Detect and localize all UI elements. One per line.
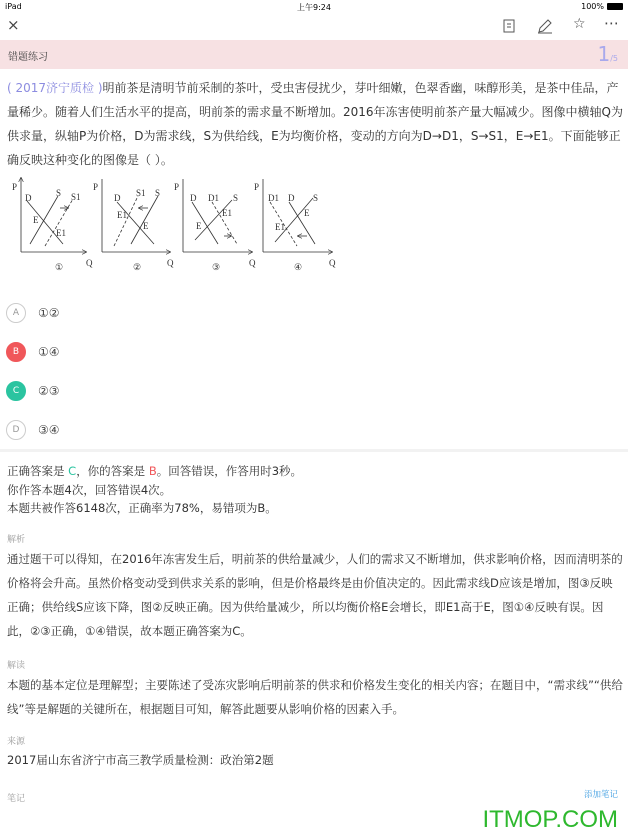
- label-e: E: [143, 221, 149, 231]
- graph-number-3: ③: [212, 262, 221, 272]
- label-d1: D1: [268, 193, 279, 203]
- axis-label-p: P: [254, 182, 260, 192]
- watermark: ITMOP.COM: [482, 806, 618, 833]
- battery-percent: 100%: [581, 2, 604, 11]
- label-d: D: [288, 193, 295, 203]
- answer-sheet-icon[interactable]: [503, 19, 515, 33]
- notes-label: 笔记: [7, 794, 26, 804]
- option-a[interactable]: [6, 303, 60, 323]
- edit-icon[interactable]: [537, 18, 553, 34]
- nav-bar: [0, 13, 628, 40]
- source-label: 来源: [7, 737, 26, 747]
- axis-label-q: Q: [86, 258, 93, 268]
- option-letter: C: [6, 381, 26, 401]
- label-e1: E1: [56, 228, 66, 238]
- question-body: 明前茶是清明节前采制的茶叶，受虫害侵扰少，芽叶细嫩，色翠香幽，味醇形美，是茶中佳品，产量稀少。随着人们生活水平的提高，明前茶的需求量不断增加。2016年冻害使明前茶产量大幅减少。图像中横轴Q为供求量，纵轴P为价格，D为需求线，S为供给线，E为均衡价格，变动的方向为D→D1，S→S1，E→E1。下面能够正确反映这种变化的图像是（ ）。: [7, 81, 623, 167]
- option-letter: D: [6, 420, 26, 440]
- source-text: 2017届山东省济宁市高三教学质量检测：政治第2题: [7, 753, 274, 767]
- divider: [0, 449, 628, 452]
- axis-label-p: P: [12, 182, 18, 192]
- label-d: D: [190, 193, 197, 203]
- result-text: ，你的答案是: [76, 464, 149, 478]
- option-text: ③④: [38, 423, 60, 437]
- graph-number-2: ②: [133, 262, 142, 272]
- graph-number-1: ①: [55, 262, 64, 272]
- device-label: iPad: [5, 2, 22, 11]
- graph-number-4: ④: [294, 262, 303, 272]
- interpretation-label: 解读: [7, 661, 26, 671]
- label-d1: D1: [208, 193, 219, 203]
- label-e1: E1: [222, 208, 232, 218]
- label-e: E: [304, 208, 310, 218]
- option-d[interactable]: [6, 420, 60, 440]
- label-s: S: [56, 188, 62, 198]
- label-s: S: [155, 188, 161, 198]
- add-note-button[interactable]: 添加笔记: [583, 790, 618, 800]
- axis-label-p: P: [174, 182, 180, 192]
- page-header: [0, 40, 628, 69]
- correct-answer: C: [68, 464, 77, 478]
- option-letter: A: [6, 303, 26, 323]
- label-s: S: [233, 193, 239, 203]
- label-s1: S1: [71, 192, 81, 202]
- label-e: E: [196, 221, 202, 231]
- more-icon[interactable]: ⋯: [604, 14, 619, 32]
- attempt-stats: 你作答本题4次，回答错误4次。: [7, 482, 172, 497]
- axis-label-q: Q: [329, 258, 336, 268]
- your-answer: B: [148, 464, 157, 478]
- progress-indicator: [597, 42, 618, 66]
- option-b[interactable]: [6, 342, 60, 362]
- question-source[interactable]: ( 2017济宁质检 ): [7, 81, 103, 95]
- battery-icon: [607, 3, 623, 10]
- analysis-text: 通过题干可以得知，在2016年冻害发生后，明前茶的供给量减少，人们的需求又不断增加，供求影响价格，因而清明茶的价格将会升高。虽然价格变动受到供求关系的影响，但是价格最终是由价值决定的。因此需求线D应该是增加，图③反映正确；供给线S应该下降，图②反映正确。因为供给量减少，所以均衡价格E会增长，即E1高于E，图①④反映有误。因此，②③正确，①④错误，故本题正确答案为C。: [7, 552, 623, 638]
- question-text: [7, 76, 623, 172]
- axis-label-p: P: [93, 182, 99, 192]
- star-icon[interactable]: ☆: [573, 16, 586, 32]
- label-s1: S1: [136, 188, 146, 198]
- current-index: 1: [597, 42, 611, 66]
- option-text: ①②: [38, 306, 60, 320]
- option-text: ①④: [38, 345, 60, 359]
- label-e: E: [33, 215, 39, 225]
- result-text: 。回答错误，作答用时3秒。: [156, 464, 303, 478]
- total-count: /5: [610, 54, 618, 63]
- label-e1: E1: [117, 210, 127, 220]
- analysis-label: 解析: [7, 535, 26, 545]
- close-button[interactable]: ×: [7, 16, 20, 34]
- supply-demand-figure: [0, 174, 340, 274]
- label-e1: E1: [275, 222, 285, 232]
- label-d: D: [25, 193, 32, 203]
- clock: 上午9:24: [297, 3, 331, 12]
- result-line-1: [7, 462, 302, 481]
- label-d: D: [114, 193, 121, 203]
- option-letter: B: [6, 342, 26, 362]
- page-title: 错题练习: [8, 52, 48, 63]
- global-stats: 本题共被作答6148次，正确率为78%，易错项为B。: [7, 501, 277, 515]
- interpretation-text: 本题的基本定位是理解型；主要陈述了受冻灾影响后明前茶的供求和价格发生变化的相关内容；在题目中，“需求线”“供给线”等是解题的关键所在，根据题目可知，解答此题要从影响价格的因素入手。: [7, 678, 623, 716]
- axis-label-q: Q: [249, 258, 256, 268]
- answer-result: [7, 462, 302, 518]
- result-text: 正确答案是: [7, 464, 69, 478]
- option-c[interactable]: [6, 381, 60, 401]
- label-s: S: [313, 193, 319, 203]
- axis-label-q: Q: [167, 258, 174, 268]
- status-bar: [0, 0, 628, 13]
- option-text: ②③: [38, 384, 60, 398]
